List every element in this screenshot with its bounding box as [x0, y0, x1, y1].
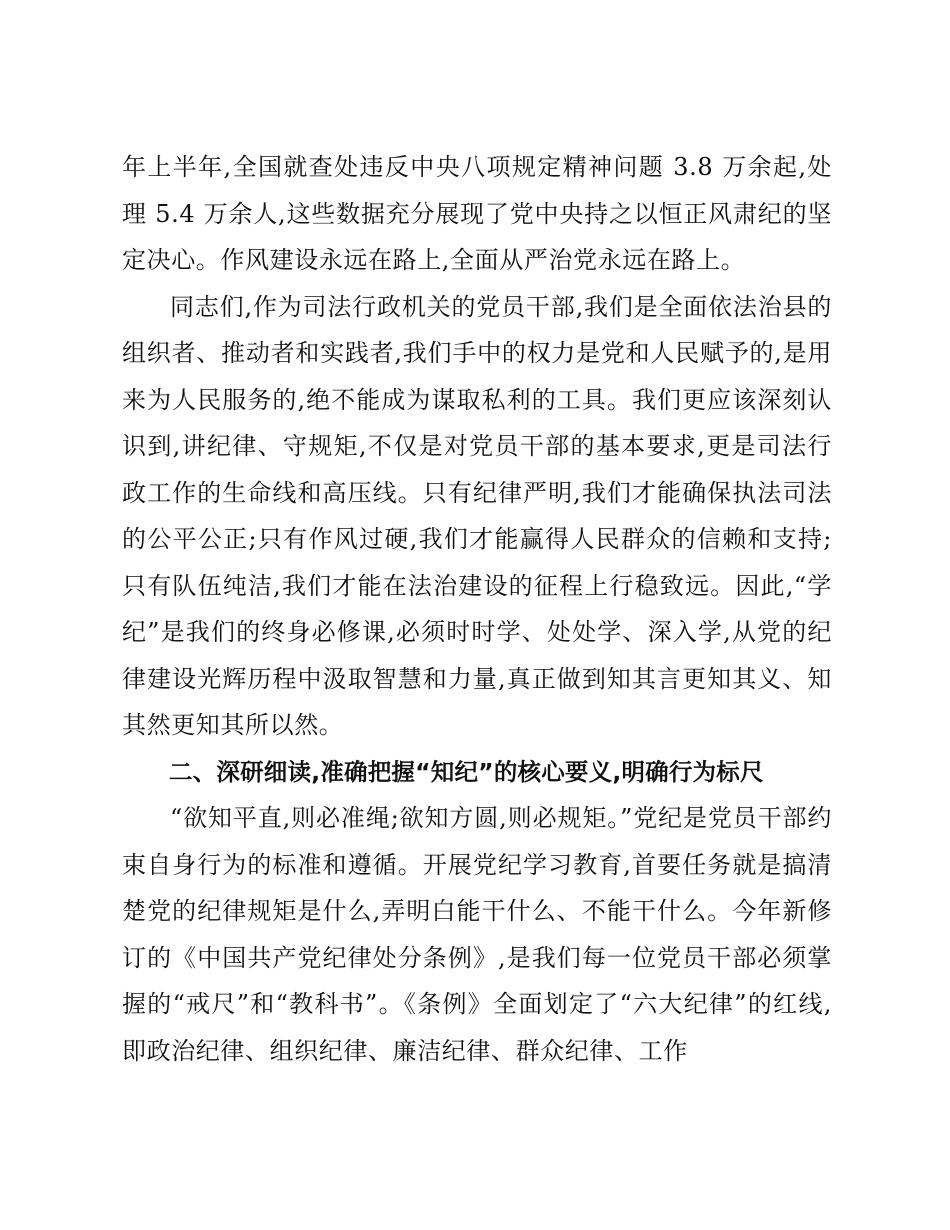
paragraph-disciplined-role: 同志们,作为司法行政机关的党员干部,我们是全面依法治县的组织者、推动者和实践者,我们手中的权力是党和人民赋予的,是用来为人民服务的,绝不能成为谋取私利的工具。我们更应该深刻认识到,讲纪律、守规矩,不仅是对党员干部的基本要求,更是司法行政工作的生命线和高压线。只有纪律严明,我们才能确保执法司法的公平公正;只有作风过硬,我们才能赢得人民群众的信赖和支持;只有队伍纯洁,我们才能在法治建设的征程上行稳致远。因此,“学纪”是我们的终身必修课,必须时时学、处处学、深入学,从党的纪律建设光辉历程中汲取智慧和力量,真正做到知其言更知其义、知其然更知其所以然。 [122, 292, 832, 739]
paragraph-continuation: 年上半年,全国就查处违反中央八项规定精神问题 3.8 万余起,处理 5.4 万余人,这些数据充分展现了党中央持之以恒正风肃纪的坚定决心。作风建设永远在路上,全面从严治党永远在路上。 [122, 153, 832, 274]
section-heading: 二、深研细读,准确把握“知纪”的核心要义,明确行为标尺 [169, 757, 764, 786]
paragraph-discipline-regulations: “欲知平直,则必准绳;欲知方圆,则必规矩。”党纪是党员干部约束自身行为的标准和遵循。开展党纪学习教育,首要任务就是搞清楚党的纪律规矩是什么,弄明白能干什么、不能干什么。今年新修订的《中国共产党纪律处分条例》,是我们每一位党员干部必须掌握的“戒尺”和“教科书”。《条例》全面划定了“六大纪律”的红线,即政治纪律、组织纪律、廉洁纪律、群众纪律、工作 [122, 804, 832, 1065]
document-page [122, 144, 832, 1074]
